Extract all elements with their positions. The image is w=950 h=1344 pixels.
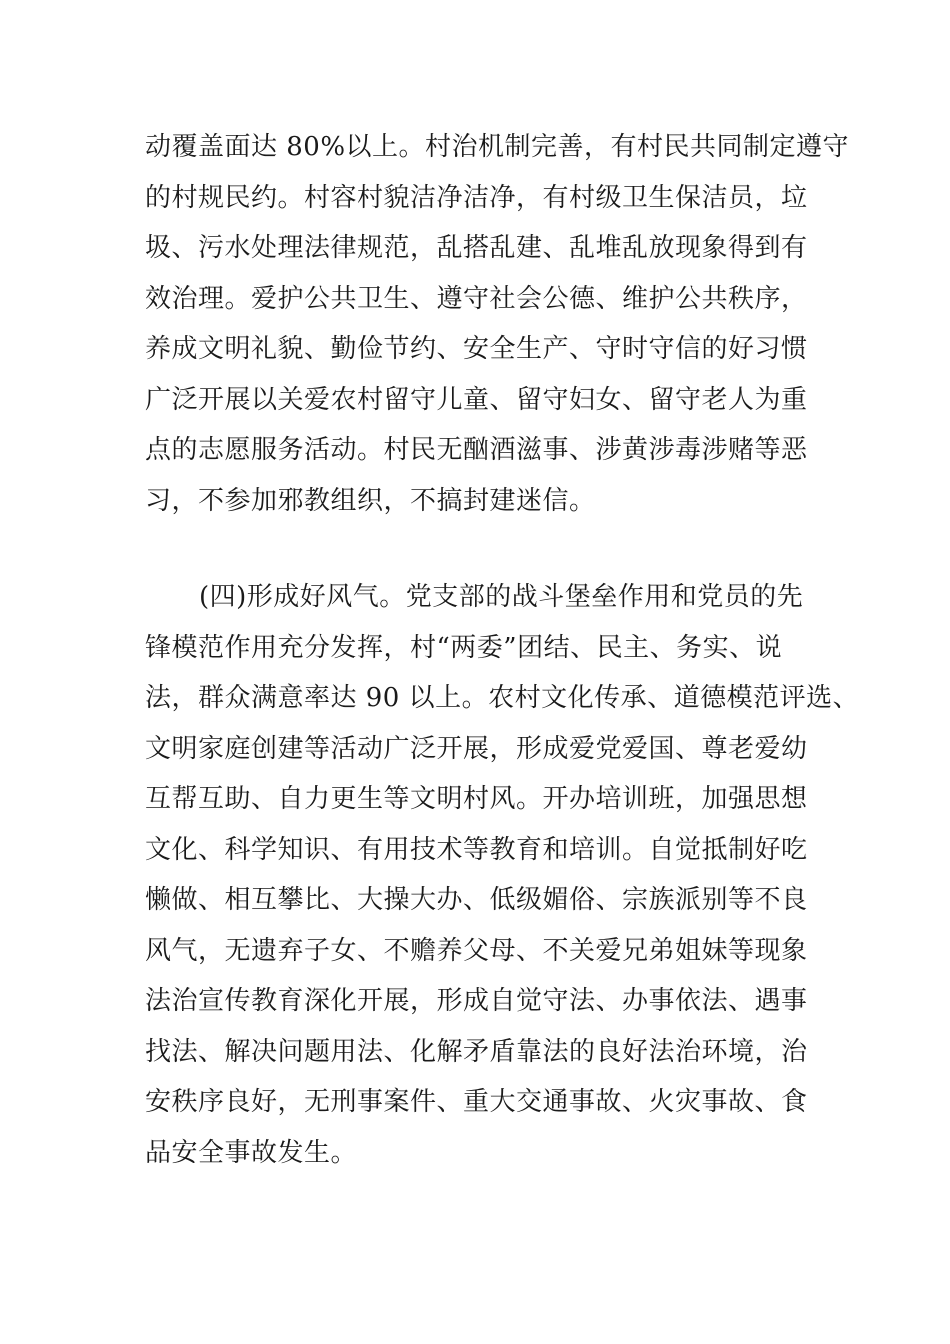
text-line: 互帮互助、自力更生等文明村风。开办培训班，加强思想 <box>145 784 808 814</box>
text-line: 的村规民约。村容村貌洁净洁净，有村级卫生保洁员，垃 <box>145 182 808 213</box>
text-line: 养成文明礼貌、勤俭节约、安全生产、守时守信的好习惯 <box>145 334 808 364</box>
text-line: 风气，无遗弃子女、不赡养父母、不关爱兄弟姐妹等现象 <box>145 935 808 966</box>
text-line: 法治宣传教育深化开展，形成自觉守法、办事依法、遇事 <box>145 986 808 1016</box>
paragraph-good-customs <box>145 572 860 1178</box>
text-line: 圾、污水处理法律规范，乱搭乱建、乱堆乱放现象得到有 <box>145 233 808 263</box>
text-line: 找法、解决问题用法、化解矛盾靠法的良好法治环境，治 <box>145 1036 808 1067</box>
text-line: 法，群众满意率达 90 以上。农村文化传承、道德模范评选、 <box>145 683 860 713</box>
section-heading-line: (四)形成好风气。党支部的战斗堡垒作用和党员的先 <box>199 582 804 612</box>
text-line: 文明家庭创建等活动广泛开展，形成爱党爱国、尊老爱幼 <box>145 733 808 764</box>
text-line: 安秩序良好，无刑事案件、重大交通事故、火灾事故、食 <box>145 1087 808 1117</box>
text-line: 动覆盖面达 80%以上。村治机制完善，有村民共同制定遵守 <box>145 132 850 162</box>
text-line: 广泛开展以关爱农村留守儿童、留守妇女、留守老人为重 <box>145 384 808 415</box>
text-line: 品安全事故发生。 <box>145 1137 358 1168</box>
text-line: 文化、科学知识、有用技术等教育和培训。自觉抵制好吃 <box>145 834 808 865</box>
text-line: 点的志愿服务活动。村民无酗酒滋事、涉黄涉毒涉赌等恶 <box>145 435 808 465</box>
text-line: 锋模范作用充分发挥，村“两委”团结、民主、务实、说 <box>145 632 783 663</box>
text-line: 习，不参加邪教组织，不搞封建迷信。 <box>145 485 596 516</box>
paragraph-village-governance <box>145 122 850 526</box>
text-line: 懒做、相互攀比、大操大办、低级媚俗、宗族派别等不良 <box>145 885 808 915</box>
text-line: 效治理。爱护公共卫生、遵守社会公德、维护公共秩序， <box>145 283 808 314</box>
